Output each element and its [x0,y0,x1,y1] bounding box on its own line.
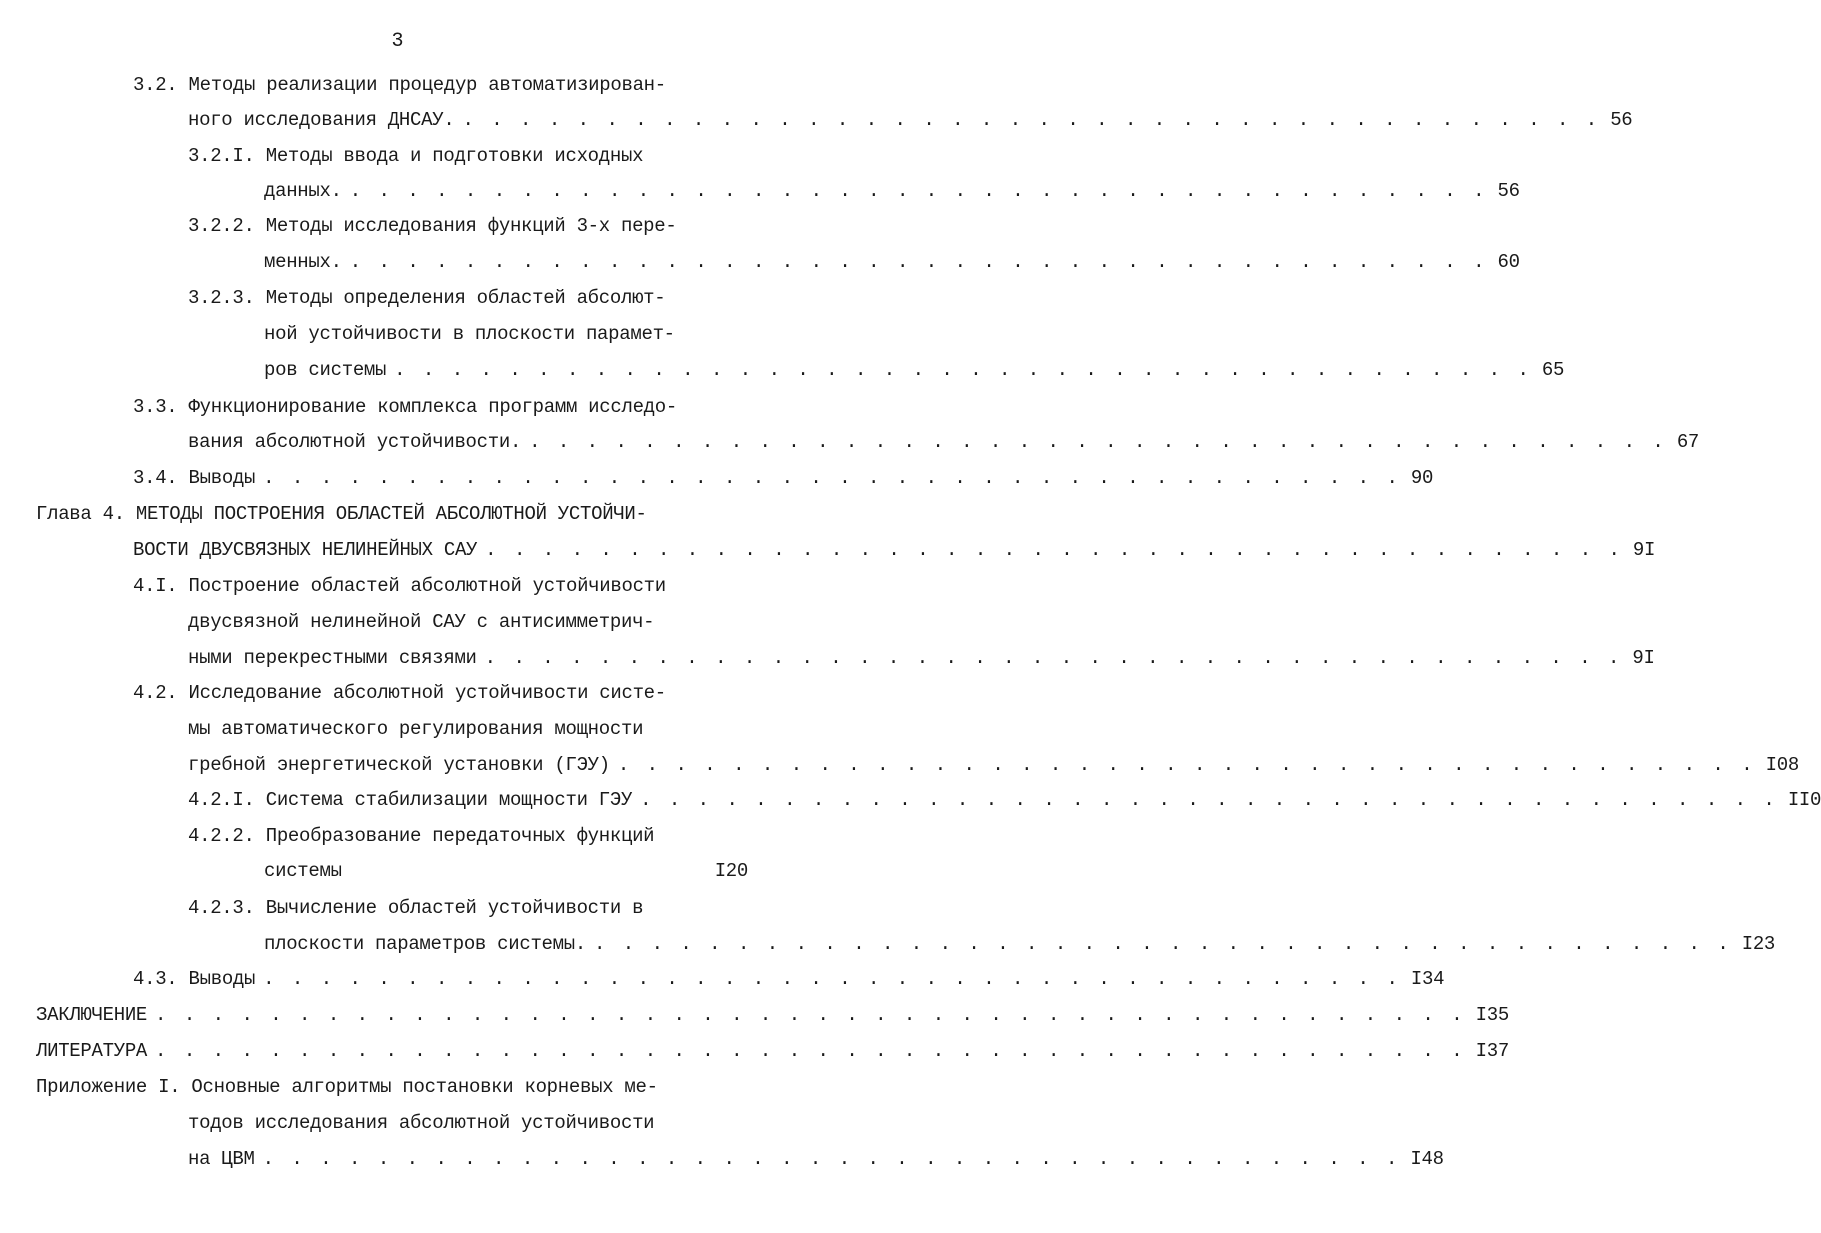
dot-leader: . . . . . . . . . . . . . . . . . . . . . . . . . . . . . . . . . . . . . . . . [593,933,1732,955]
dot-leader: . . . . . . . . . . . . . . . . . . . . . . . . . . . . . . . . . . . . . . . . . . . . . . [155,1004,1466,1026]
toc-chapter-4[interactable] [133,537,1656,563]
toc-entry-3-2-2-line2: менных. [264,251,342,273]
dot-leader: . . . . . . . . . . . . . . . . . . . . . . . . . . . . . . . . . . . . . . . . [263,968,1401,990]
toc-entry-3-2-3-line1: 3.2.3. Методы определения областей абсолют- [188,287,666,309]
toc-entry-4-2-line2: мы автоматического регулирования мощности [188,718,644,740]
toc-page-number: 60 [1497,251,1520,273]
dot-leader: . . . . . . . . . . . . . . . . . . . . . . . . . . . . . . . . . . . . . . . . [617,754,1756,776]
toc-entry-4-2-2-line2: системы [264,860,342,882]
toc-conclusion[interactable] [36,1002,1509,1028]
toc-entry-3-2-line1: 3.2. Методы реализации процедур автоматизирован- [133,74,666,96]
toc-entry-4-2-2-line1: 4.2.2. Преобразование передаточных функций [188,825,655,847]
toc-entry-3-3-line2: вания абсолютной устойчивости. [188,431,522,453]
dot-leader: . . . . . . . . . . . . . . . . . . . . . . . . . . . . . . . . . . . . . . . . [349,251,1488,273]
toc-page-number: I37 [1475,1040,1509,1062]
toc-entry-4-2-line3: гребной энергетической установки (ГЭУ) [188,754,610,776]
dot-leader: . . . . . . . . . . . . . . . . . . . . . . . . . . . . . . . . . . . . . . . . [263,467,1401,489]
dot-leader: . . . . . . . . . . . . . . . . . . . . . . . . . . . . . . . . . . . . . . . . [484,647,1623,669]
toc-entry-3-4[interactable] [133,465,1434,491]
toc-entry-3-3[interactable] [188,429,1700,455]
toc-entry-4-2-3-line1: 4.2.3. Вычисление областей устойчивости в [188,897,644,919]
toc-entry-4-2-1-line1: 4.2.I. Система стабилизации мощности ГЭУ [188,789,633,811]
toc-page-number: 9I [1632,539,1656,561]
toc-entry-4-2-line1: 4.2. Исследование абсолютной устойчивости систе- [133,682,666,704]
toc-literature-title: ЛИТЕРАТУРА [36,1040,148,1062]
dot-leader: . . . . . . . . . . . . . . . . . . . . . . . . . . . . . . . . . . . . . . . . [394,359,1532,381]
toc-page-number: I48 [1410,1148,1444,1170]
toc-page-number: I23 [1741,933,1776,955]
dot-leader: . . . . . . . . . . . . . . . . . . . . . . . . . . . . . . . . . . . . . . . . [262,1148,1401,1170]
page-number: 3 [391,30,404,53]
toc-entry-3-3-line1: 3.3. Функционирование комплекса программ исследо- [133,396,677,418]
toc-chapter-4-line2: ВОСТИ ДВУСВЯЗНЫХ НЕЛИНЕЙНЫХ САУ [133,539,478,561]
dot-leader: . . . . . . . . . . . . . . . . . . . . . . . . . . . . . . . . . . . . . . . . [485,539,1623,561]
dot-leader: . . . . . . . . . . . . . . . . . . . . . . . . . . . . . . . . . . . . . . . . [640,789,1778,811]
toc-page-number: I34 [1410,968,1445,990]
toc-entry-4-2[interactable] [188,752,1799,778]
toc-entry-4-1-line1: 4.I. Построение областей абсолютной устойчивости [133,575,666,597]
toc-page-number: 67 [1676,431,1700,453]
toc-literature[interactable] [36,1038,1509,1064]
toc-chapter-4-line1: Глава 4. МЕТОДЫ ПОСТРОЕНИЯ ОБЛАСТЕЙ АБСОЛЮТНОЙ УСТОЙЧИ- [36,503,647,525]
toc-entry-3-2-2[interactable] [264,249,1520,275]
toc-entry-3-2-1-line1: 3.2.I. Методы ввода и подготовки исходных [188,145,644,167]
toc-entry-3-2-1-line2: данных. [264,180,342,202]
toc-page-number: 56 [1610,109,1633,131]
toc-page-number: I08 [1765,754,1799,776]
toc-entry-4-2-1[interactable] [188,787,1821,813]
toc-page-number: II0 [1787,789,1821,811]
toc-appendix-1-line3: на ЦВМ [188,1148,255,1170]
toc-page-number: I35 [1475,1004,1509,1026]
toc-entry-4-1[interactable] [188,645,1655,671]
toc-entry-3-2-line2: ного исследования ДНСАУ. [188,109,455,131]
toc-entry-3-2-3-line3: ров системы [264,359,387,381]
dot-leader: . . . . . . . . . . . . . . . . . . . . . . . . . . . . . . . . . . . . . . . . [349,180,1488,202]
toc-appendix-1[interactable] [188,1146,1444,1172]
toc-entry-4-3[interactable] [133,966,1445,992]
toc-page-number: I20 [714,860,748,882]
toc-entry-4-3-line1: 4.3. Выводы [133,968,256,990]
toc-entry-3-2-3[interactable] [264,357,1565,383]
toc-page-number: 56 [1497,180,1520,202]
toc-entry-3-2[interactable] [188,107,1633,133]
toc-page-number: 9I [1632,647,1655,669]
toc-appendix-1-line1: Приложение I. Основные алгоритмы постановки корневых ме- [36,1076,658,1098]
toc-conclusion-title: ЗАКЛЮЧЕНИЕ [36,1004,148,1026]
toc-entry-3-2-2-line1: 3.2.2. Методы исследования функций 3-х пере- [188,215,677,237]
toc-page-number: 90 [1410,467,1434,489]
toc-page-number: 65 [1541,359,1565,381]
dot-leader: . . . . . . . . . . . . . . . . . . . . . . . . . . . . . . . . . . . . . . . . . . . . . . [155,1040,1466,1062]
toc-entry-4-2-3[interactable] [264,931,1776,957]
toc-entry-4-2-3-line2: плоскости параметров системы. [264,933,586,955]
toc-entry-3-2-3-line2: ной устойчивости в плоскости парамет- [264,323,675,345]
toc-appendix-1-line2: тодов исследования абсолютной устойчивости [188,1112,655,1134]
toc-entry-3-2-1[interactable] [264,178,1520,204]
toc-entry-4-1-line3: ными перекрестными связями [188,647,477,669]
dot-leader: . . . . . . . . . . . . . . . . . . . . . . . . . . . . . . . . . . . . . . . . [529,431,1667,453]
dot-leader: . . . . . . . . . . . . . . . . . . . . . . . . . . . . . . . . . . . . . . . . [462,109,1601,131]
toc-entry-4-2-2[interactable] [264,858,748,884]
toc-entry-3-4-line1: 3.4. Выводы [133,467,256,489]
toc-entry-4-1-line2: двусвязной нелинейной САУ с антисимметрич- [188,611,655,633]
